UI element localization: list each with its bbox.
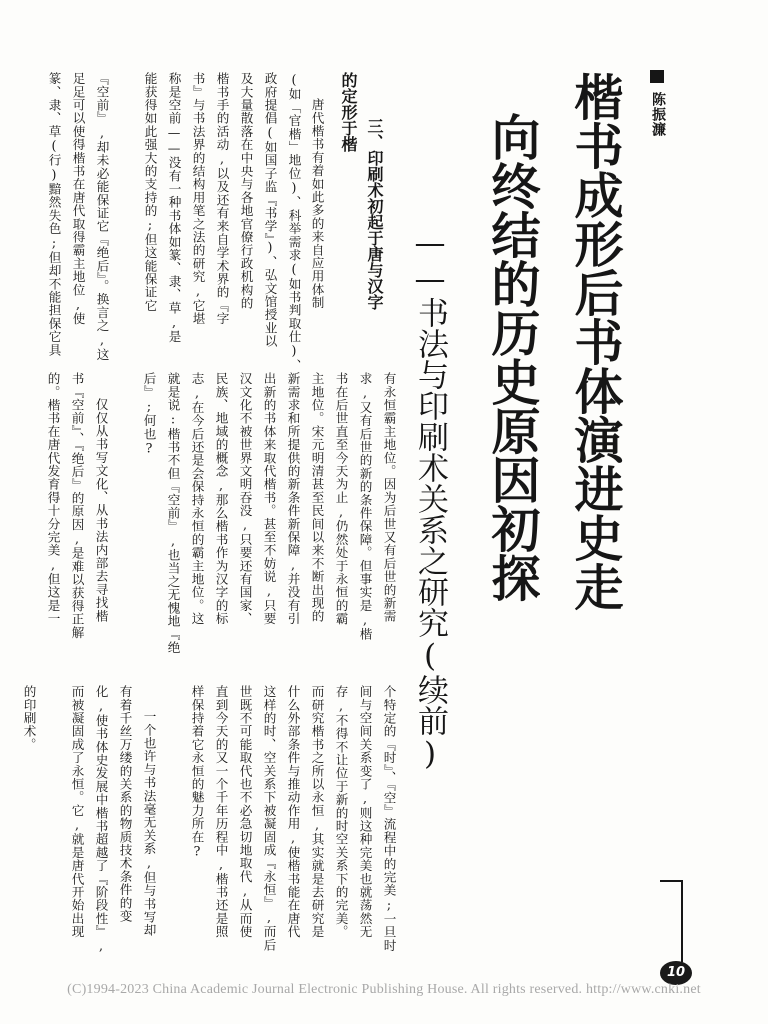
body-column: 的。楷书在唐代发育得十分完美,但这是一 <box>45 372 61 626</box>
body-column: 民族、地域的概念,那么楷书作为汉字的标 <box>213 372 229 626</box>
body-column: 存,不得不让位于新的时空关系下的完美。 <box>333 685 349 939</box>
body-column: 及大量散落在中央与各地官僚行政机构的 <box>238 72 254 310</box>
body-column: 化,使书体史发展中楷书超越了『阶段性』, <box>93 685 109 954</box>
body-column: (如「官楷」地位)、科举需求(如书判取仕)、 <box>286 72 302 372</box>
body-column: 出新的书体来取代楷书。甚至不妨说,只要 <box>261 372 277 626</box>
body-column: 一个也许与书法毫无关系,但与书写却 <box>141 710 157 937</box>
body-column: 能获得如此强大的支持的;但这能保证它 <box>142 72 158 312</box>
body-column: 样保持着它永恒的魅力所在? <box>189 685 205 859</box>
body-column: 主地位。宋元明清甚至民间以来不断出现的 <box>309 372 325 623</box>
body-column: 后』;何也? <box>141 372 157 456</box>
body-column: 称是空前——没有一种书体如篆、隶、草,是 <box>166 72 182 344</box>
body-column: 而研究楷书之所以永恒,其实就是去研究是 <box>309 685 325 939</box>
body-column: 足足可以使得楷书在唐代取得霸主地位,使 <box>70 72 86 326</box>
body-column: 求,又有后世的新的条件保障。但事实是,楷 <box>357 372 373 641</box>
body-column: 直到今天的又一个千年历程中,楷书还是照 <box>213 685 229 939</box>
body-column: 而被凝固成了永恒。它,就是唐代开始出现 <box>69 685 85 939</box>
body-column: 什么外部条件与推动作用,使楷书能在唐代 <box>285 685 301 939</box>
body-column: 楷书手的活动,以及还有来自学术界的『字 <box>214 72 230 326</box>
body-column: 仅仅从书写文化、从书法内部去寻找楷 <box>93 398 109 623</box>
body-column: 新需求和所提供的新条件新保障,并没有引 <box>285 372 301 626</box>
body-column: 志,在今后还是会保持永恒的霸主地位。这 <box>189 372 205 626</box>
article-subtitle: ——书法与印刷术关系之研究(续前) <box>412 225 448 772</box>
body-column: 就是说:楷书不但『空前』,也当之无愧地『绝 <box>165 372 181 654</box>
body-column: 有永恒霸主地位。因为后世又有后世的新需 <box>381 372 397 623</box>
body-column: 这样的时、空关系下被凝固成『永恒』,而后 <box>261 685 277 952</box>
copyright-footer: (C)1994-2023 China Academic Journal Electronic Publishing House. All rights reserved. http://www.cnki.net <box>67 982 701 997</box>
body-column: 篆、隶、草(行)黯然失色;但却不能担保它具 <box>46 72 62 357</box>
body-column: 『空前』,却未必能保证它『绝后』。换言之,这 <box>94 72 110 361</box>
page-marker-top-line <box>660 880 682 882</box>
body-column: 间与空间关系变了,则这种完美也就荡然无 <box>357 685 373 939</box>
body-column: 书』与书法界的结构用笔之法的研究,它堪 <box>190 72 206 326</box>
body-column: 世既不可能取代也不必急切地取代,从而使 <box>237 685 253 939</box>
article-title-line-1: 楷书成形后书体演进史走 <box>567 72 624 611</box>
body-column: 的印刷术。 <box>21 685 37 751</box>
author-marker <box>650 70 664 83</box>
body-column: 唐代楷书有着如此多的来自应用体制 <box>309 98 325 310</box>
body-column: 书在后世直至今天为止,仍然处于永恒的霸 <box>333 372 349 626</box>
body-column: 有着千丝万缕的关系的物质技术条件的变 <box>117 685 133 923</box>
body-column: 书『空前』、『绝后』的原因,是难以获得正解 <box>69 372 85 639</box>
article-title-line-2: 向终结的历史原因初探 <box>484 112 541 602</box>
body-column: 政府提倡(如国子监『书学』)、弘文馆授业以 <box>262 72 278 348</box>
author-name: 陈振濂 <box>650 92 666 137</box>
page-marker-vertical-line <box>681 880 683 962</box>
section-heading-line-1: 三、印刷术初起于唐与汉字 <box>365 118 384 310</box>
body-column: 个特定的『时』、『空』流程中的完美;一旦时 <box>381 685 397 952</box>
section-heading-line-2: 的定形于楷 <box>339 72 358 152</box>
body-column: 汉文化不被世界文明吞没,只要还有国家、 <box>237 372 253 626</box>
page-number: 10 <box>660 961 692 985</box>
